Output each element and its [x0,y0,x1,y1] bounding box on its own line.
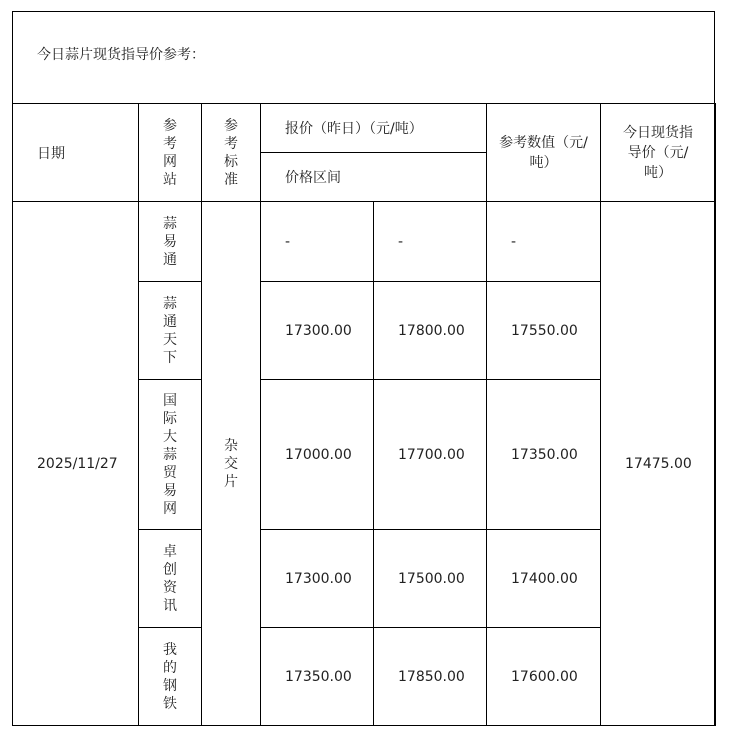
low-price-cell: 17350.00 [261,628,374,726]
site-cell: 蒜易通 [139,202,202,282]
title-bar [12,11,715,104]
header-date: 日期 [13,104,139,202]
low-price-cell: 17000.00 [261,380,374,530]
high-price-cell: 17800.00 [374,282,487,380]
high-price-cell: 17500.00 [374,530,487,628]
header-ref-value: 参考数值（元/吨） [487,104,601,202]
site-cell: 国际大蒜贸易网 [139,380,202,530]
header-site: 参考网站 [139,104,202,202]
site-cell: 我的钢铁 [139,628,202,726]
ref-value-cell: 17400.00 [487,530,601,628]
high-price-cell: - [374,202,487,282]
header-range: 价格区间 [261,153,487,202]
site-cell: 卓创资讯 [139,530,202,628]
ref-value-cell: - [487,202,601,282]
low-price-cell: 17300.00 [261,282,374,380]
price-table [12,103,716,726]
header-standard: 参考标准 [202,104,261,202]
low-price-cell: 17300.00 [261,530,374,628]
today-price-cell: 17475.00 [601,202,716,726]
standard-cell: 杂交片 [202,202,261,726]
header-quote: 报价（昨日）（元/吨） [261,104,487,153]
low-price-cell: - [261,202,374,282]
ref-value-cell: 17550.00 [487,282,601,380]
ref-value-cell: 17600.00 [487,628,601,726]
high-price-cell: 17700.00 [374,380,487,530]
header-row-1 [13,104,716,153]
page-title: 今日蒜片现货指导价参考： [37,47,205,63]
table-row [13,202,716,282]
site-cell: 蒜通天下 [139,282,202,380]
high-price-cell: 17850.00 [374,628,487,726]
ref-value-cell: 17350.00 [487,380,601,530]
date-cell: 2025/11/27 [13,202,139,726]
header-today-price: 今日现货指导价（元/吨） [601,104,716,202]
